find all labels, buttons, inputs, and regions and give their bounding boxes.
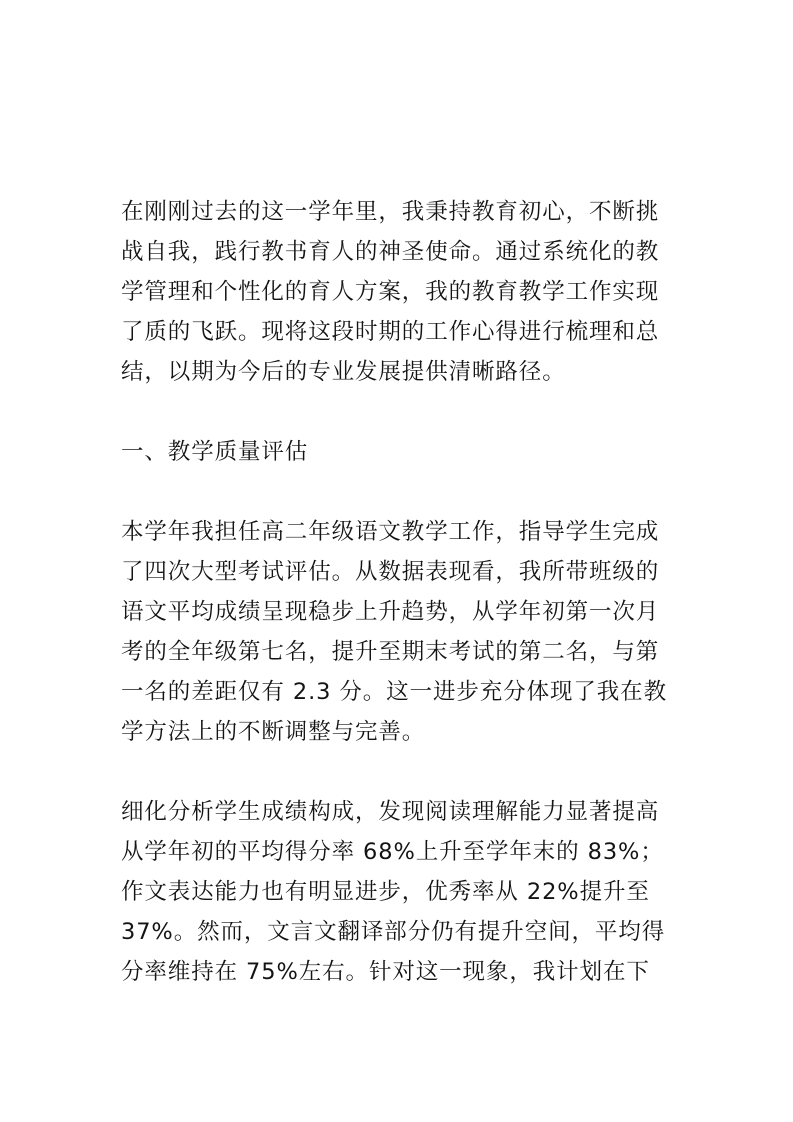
text-line: 结，以期为今后的专业发展提供清晰路径。: [121, 359, 566, 385]
text-line: 本学年我担任高二年级语文教学工作，指导学生完成: [121, 519, 660, 545]
text-line: 语文平均成绩呈现稳步上升趋势，从学年初第一次月: [121, 599, 660, 625]
text-line: 学方法上的不断调整与完善。: [121, 719, 426, 745]
text-line: 分率维持在 75%左右。针对这一现象，我计划在下: [121, 959, 650, 985]
text-line: 在刚刚过去的这一学年里，我秉持教育初心，不断挑: [121, 199, 660, 225]
section-heading-text: 一、教学质量评估: [121, 439, 309, 465]
text-line: 考的全年级第七名，提升至期末考试的第二名，与第: [121, 639, 660, 665]
section-heading: [121, 432, 677, 472]
text-line: 37%。然而，文言文翻译部分仍有提升空间，平均得: [121, 919, 666, 945]
score-analysis-paragraph: [121, 792, 677, 992]
text-line: 从学年初的平均得分率 68%上升至学年末的 83%；: [121, 839, 664, 865]
text-line: 细化分析学生成绩构成，发现阅读理解能力显著提高: [121, 799, 660, 825]
intro-paragraph: [121, 192, 677, 392]
text-line: 了质的飞跃。现将这段时期的工作心得进行梳理和总: [121, 319, 660, 345]
teaching-quality-paragraph: [121, 512, 677, 752]
text-line: 作文表达能力也有明显进步，优秀率从 22%提升至: [121, 879, 650, 905]
document-page: [121, 192, 677, 1032]
text-line: 学管理和个性化的育人方案，我的教育教学工作实现: [121, 279, 660, 305]
text-line: 战自我，践行教书育人的神圣使命。通过系统化的教: [121, 239, 660, 265]
text-line: 了四次大型考试评估。从数据表现看，我所带班级的: [121, 559, 660, 585]
text-line: 一名的差距仅有 2.3 分。这一进步充分体现了我在教: [121, 679, 667, 705]
